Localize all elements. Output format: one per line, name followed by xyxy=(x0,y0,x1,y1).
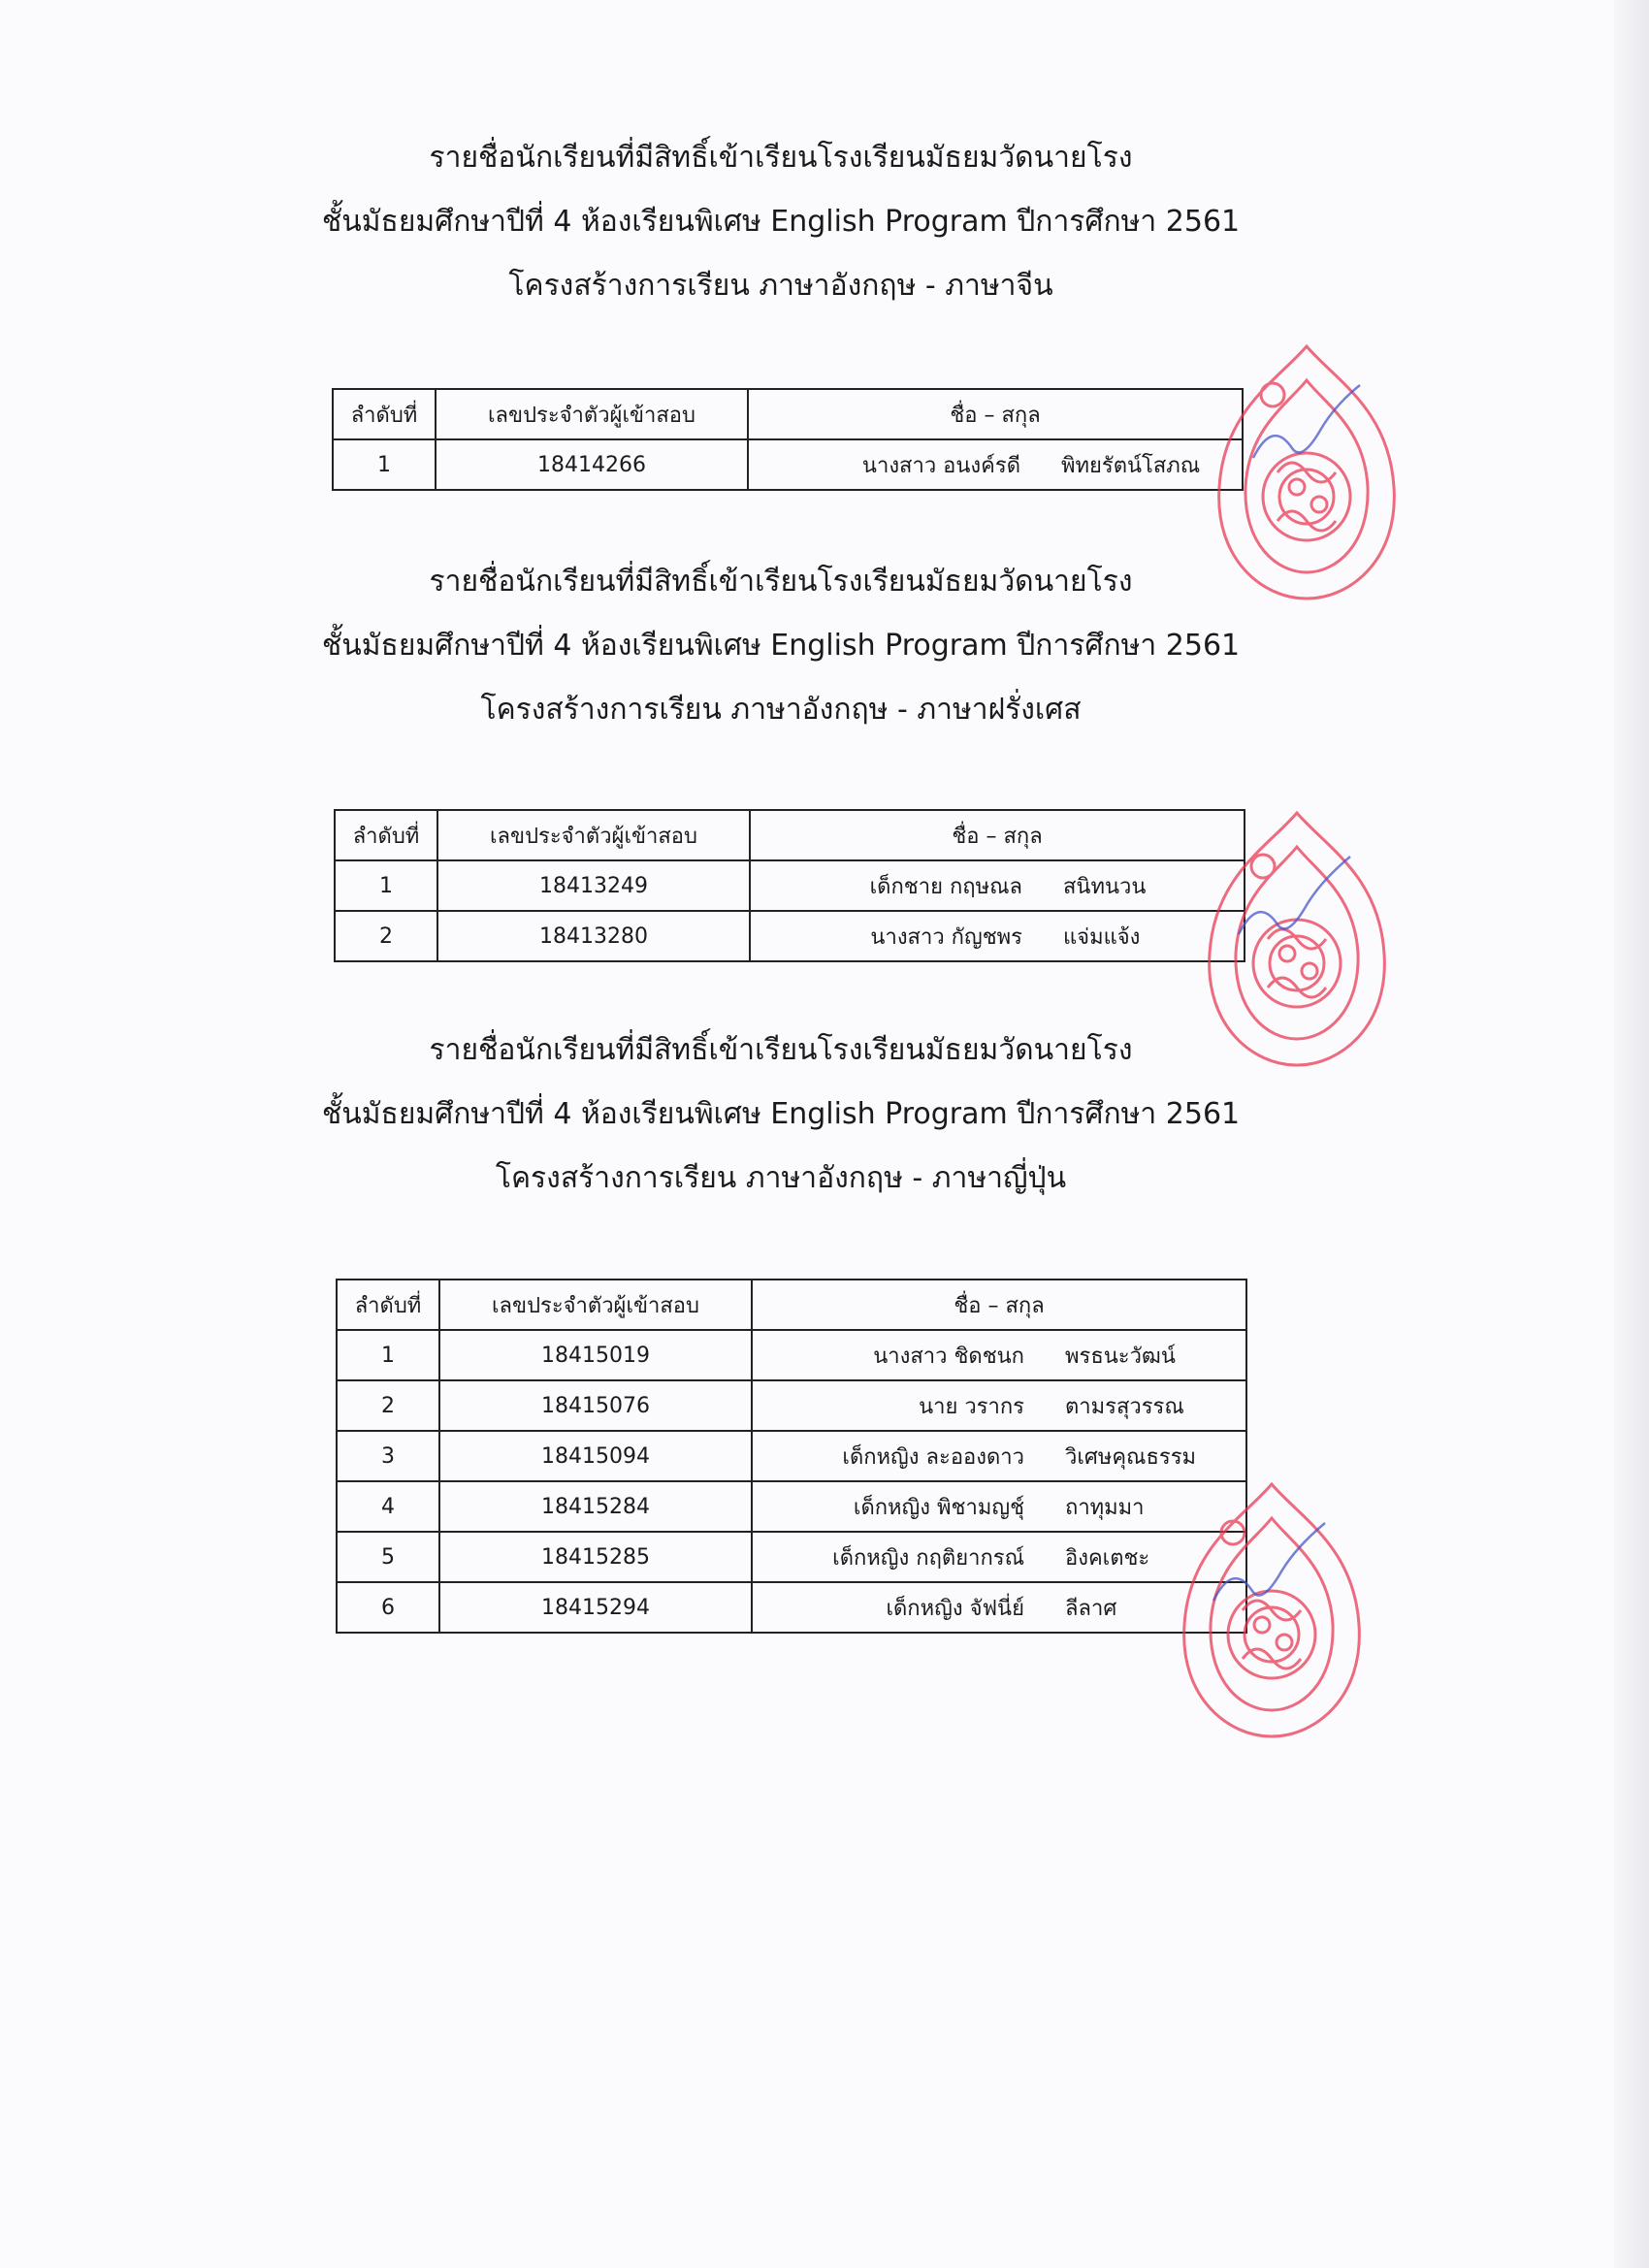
table-row xyxy=(335,911,1245,961)
row-id: 18415294 xyxy=(439,1582,752,1633)
section-title-line1: รายชื่อนักเรียนที่มีสิทธิ์เข้าเรียนโรงเรียนมัธยมวัดนายโรง xyxy=(429,141,1133,175)
row-no: 1 xyxy=(335,860,437,911)
header-no: ลำดับที่ xyxy=(333,389,436,439)
row-id: 18415019 xyxy=(439,1330,752,1380)
roster-table-chinese xyxy=(332,388,1244,491)
table-row xyxy=(333,439,1243,490)
row-no: 2 xyxy=(335,911,437,961)
row-last-name: สนิทนวน xyxy=(1063,874,1147,899)
header-id: เลขประจำตัวผู้เข้าสอบ xyxy=(437,810,750,860)
row-name xyxy=(748,439,1243,490)
row-last-name: แจ่มแจ้ง xyxy=(1063,924,1141,950)
row-first-name: เด็กหญิง จัฟนี่ย์ xyxy=(886,1596,1024,1621)
section-title-line3: โครงสร้างการเรียน ภาษาอังกฤษ - ภาษาจีน xyxy=(508,269,1053,303)
section-title-line3: โครงสร้างการเรียน ภาษาอังกฤษ - ภาษาฝรั่งเศส xyxy=(480,693,1082,727)
header-id: เลขประจำตัวผู้เข้าสอบ xyxy=(439,1280,752,1330)
row-no: 2 xyxy=(337,1380,439,1431)
row-id: 18413280 xyxy=(437,911,750,961)
row-no: 3 xyxy=(337,1431,439,1481)
row-first-name: เด็กหญิง กฤติยากรณ์ xyxy=(832,1545,1024,1571)
row-first-name: นางสาว กัญชพร xyxy=(870,924,1022,950)
header-name: ชื่อ – สกุล xyxy=(750,810,1245,860)
row-no: 5 xyxy=(337,1532,439,1582)
row-id: 18415094 xyxy=(439,1431,752,1481)
row-last-name: อิงคเตชะ xyxy=(1065,1545,1150,1571)
scan-edge xyxy=(1614,0,1649,2268)
row-last-name: ลีลาศ xyxy=(1065,1596,1117,1621)
header-name: ชื่อ – สกุล xyxy=(752,1280,1246,1330)
school-seal-stamp xyxy=(1195,341,1418,603)
row-first-name: เด็กหญิง ละอองดาว xyxy=(842,1444,1024,1470)
table-row xyxy=(337,1380,1246,1431)
row-last-name: พิทยรัตน์โสภณ xyxy=(1061,453,1201,478)
section-title-line3: โครงสร้างการเรียน ภาษาอังกฤษ - ภาษาญี่ปุ่น xyxy=(495,1161,1067,1195)
row-name xyxy=(750,860,1245,911)
header-name: ชื่อ – สกุล xyxy=(748,389,1243,439)
row-name xyxy=(752,1380,1246,1431)
row-name xyxy=(750,911,1245,961)
row-last-name: ถาทุมมา xyxy=(1065,1495,1145,1520)
row-name xyxy=(752,1431,1246,1481)
row-last-name: ตามรสุวรรณ xyxy=(1065,1394,1184,1419)
section-title-line2: ชั้นมัธยมศึกษาปีที่ 4 ห้องเรียนพิเศษ English Program ปีการศึกษา 2561 xyxy=(321,1097,1241,1131)
row-last-name: วิเศษคุณธรรม xyxy=(1065,1444,1197,1470)
table-row xyxy=(337,1582,1246,1633)
section-title-line1: รายชื่อนักเรียนที่มีสิทธิ์เข้าเรียนโรงเรียนมัธยมวัดนายโรง xyxy=(429,565,1133,599)
school-seal-stamp xyxy=(1185,808,1408,1070)
table-header-row xyxy=(333,389,1243,439)
row-no: 1 xyxy=(333,439,436,490)
table-row xyxy=(337,1431,1246,1481)
row-first-name: นาย วรากร xyxy=(919,1394,1024,1419)
header-no: ลำดับที่ xyxy=(335,810,437,860)
row-no: 6 xyxy=(337,1582,439,1633)
row-last-name: พรธนะวัฒน์ xyxy=(1065,1344,1176,1369)
row-name xyxy=(752,1330,1246,1380)
section-title-line1: รายชื่อนักเรียนที่มีสิทธิ์เข้าเรียนโรงเรียนมัธยมวัดนายโรง xyxy=(429,1033,1133,1067)
roster-table-french xyxy=(334,809,1245,962)
table-header-row xyxy=(337,1280,1246,1330)
row-id: 18415285 xyxy=(439,1532,752,1582)
section-title-line2: ชั้นมัธยมศึกษาปีที่ 4 ห้องเรียนพิเศษ English Program ปีการศึกษา 2561 xyxy=(321,205,1241,239)
roster-table-japanese xyxy=(336,1279,1247,1634)
header-no: ลำดับที่ xyxy=(337,1280,439,1330)
row-id: 18415284 xyxy=(439,1481,752,1532)
row-id: 18415076 xyxy=(439,1380,752,1431)
table-row xyxy=(337,1532,1246,1582)
row-id: 18414266 xyxy=(436,439,748,490)
row-first-name: เด็กหญิง พิชามญชุ์ xyxy=(853,1495,1024,1520)
table-row xyxy=(337,1481,1246,1532)
school-seal-stamp xyxy=(1160,1479,1383,1741)
table-header-row xyxy=(335,810,1245,860)
row-id: 18413249 xyxy=(437,860,750,911)
section-title-line2: ชั้นมัธยมศึกษาปีที่ 4 ห้องเรียนพิเศษ English Program ปีการศึกษา 2561 xyxy=(321,629,1241,663)
header-id: เลขประจำตัวผู้เข้าสอบ xyxy=(436,389,748,439)
row-first-name: นางสาว ชิดชนก xyxy=(873,1344,1024,1369)
table-row xyxy=(337,1330,1246,1380)
row-first-name: เด็กชาย กฤษณล xyxy=(869,874,1022,899)
row-no: 4 xyxy=(337,1481,439,1532)
table-row xyxy=(335,860,1245,911)
row-first-name: นางสาว อนงค์รดี xyxy=(861,453,1020,478)
row-no: 1 xyxy=(337,1330,439,1380)
